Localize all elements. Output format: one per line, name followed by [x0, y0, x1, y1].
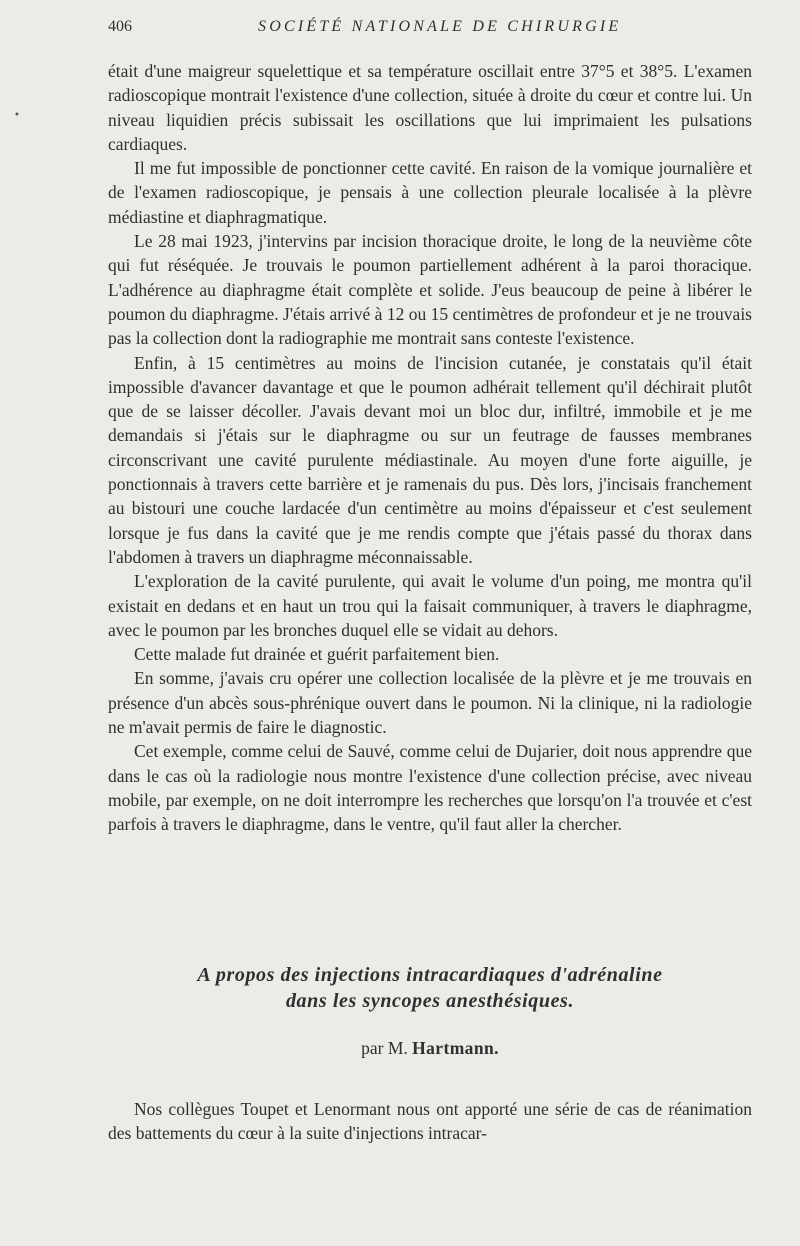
paragraph: Nos collègues Toupet et Lenormant nous ont apporté une série de cas de réanimation des battements du cœur à la suite d'injections intracar- — [108, 1099, 752, 1144]
paragraph: était d'une maigreur squelettique et sa température oscillait entre 37°5 et 38°5. L'examen radioscopique montrait l'existence d'une collection, située à droite du cœur et contre lui. Un niveau liquidien précis subissait les oscillations que lui imprimaient les pulsations cardiaques. — [108, 61, 752, 154]
article-title-line: dans les syncopes anesthésiques. — [285, 990, 575, 1012]
paragraph: L'exploration de la cavité purulente, qui avait le volume d'un poing, me montra qu'il existait en dedans et en haut un trou qui la faisait communiquer, à travers le diaphragme, avec le poumon par les bronches duquel elle se vidait au dehors. — [108, 571, 752, 640]
paragraph: En somme, j'avais cru opérer une collection localisée de la plèvre et je me trouvais en présence d'un abcès sous-phrénique ouvert dans le poumon. Ni la clinique, ni la radiologie ne m'avait permis de faire le diagnostic. — [108, 668, 752, 738]
running-title: SOCIÉTÉ NATIONALE DE CHIRURGIE — [258, 18, 622, 35]
paragraph: Enfin, à 15 centimètres au moins de l'incision cutanée, je constatais qu'il était impossible d'avancer davantage et que le poumon adhérait tellement qu'il déchirait plutôt que de se laisser décoller. J'avais devant moi un bloc dur, infiltré, immobile et je me demandais si j'étais sur le diaphragme ou sur un feutrage de fausses membranes circonscrivant une cavité purulente médiastinale. Au moyen d'une forte aiguille, je ponctionnais à travers cette barrière et je ramenais du pus. Dès lors, j'incisais franchement au bistouri une couche lardacée d'un centimètre au moins d'épaisseur et c'est seulement lorsque je fus dans la cavité que je me rendis compte que j'étais passé du thorax dans l'abdomen à travers un diaphragme méconnaissable. — [108, 352, 752, 567]
article-title — [108, 962, 752, 1014]
paragraph: Le 28 mai 1923, j'intervins par incision thoracique droite, le long de la neuvième côte qui fut réséquée. Je trouvais le poumon partiellement adhérent à la paroi thoracique. L'adhérence au diaphragme était complète et solide. J'eus beaucoup de peine à libérer le poumon du diaphragme. J'étais arrivé à 12 ou 15 centimètres de profondeur et je ne trouvais pas la collection dont la radiographie me montrait sans conteste l'existence. — [108, 231, 752, 349]
byline-prefix: par M. — [361, 1038, 413, 1058]
article-byline — [108, 1038, 752, 1059]
margin-bullet-mark: • — [14, 110, 20, 121]
paragraph: Il me fut impossible de ponctionner cette cavité. En raison de la vomique journalière et de l'examen radioscopique, je pensais à une collection pleurale localisée à la plèvre médiastine et diaphragmatique. — [108, 158, 752, 227]
body-text — [108, 59, 752, 837]
article-title-line: A propos des injections intracardiaques d'adrénaline — [197, 964, 663, 986]
paragraph: Cette malade fut drainée et guérit parfaitement bien. — [134, 644, 500, 665]
paragraph: Cet exemple, comme celui de Sauvé, comme celui de Dujarier, doit nous apprendre que dans le cas où la radiologie nous montre l'existence d'une collection précise, avec niveau mobile, par exemple, on ne doit interrompre les recherches que lorsqu'on l'a trouvée et c'est parfois à travers le diaphragme, dans le ventre, qu'il faut aller la chercher. — [108, 741, 752, 835]
page-number: 406 — [108, 18, 132, 35]
author-name: Hartmann. — [412, 1038, 499, 1058]
page-header — [108, 18, 752, 42]
article-opening-text — [108, 1097, 752, 1146]
